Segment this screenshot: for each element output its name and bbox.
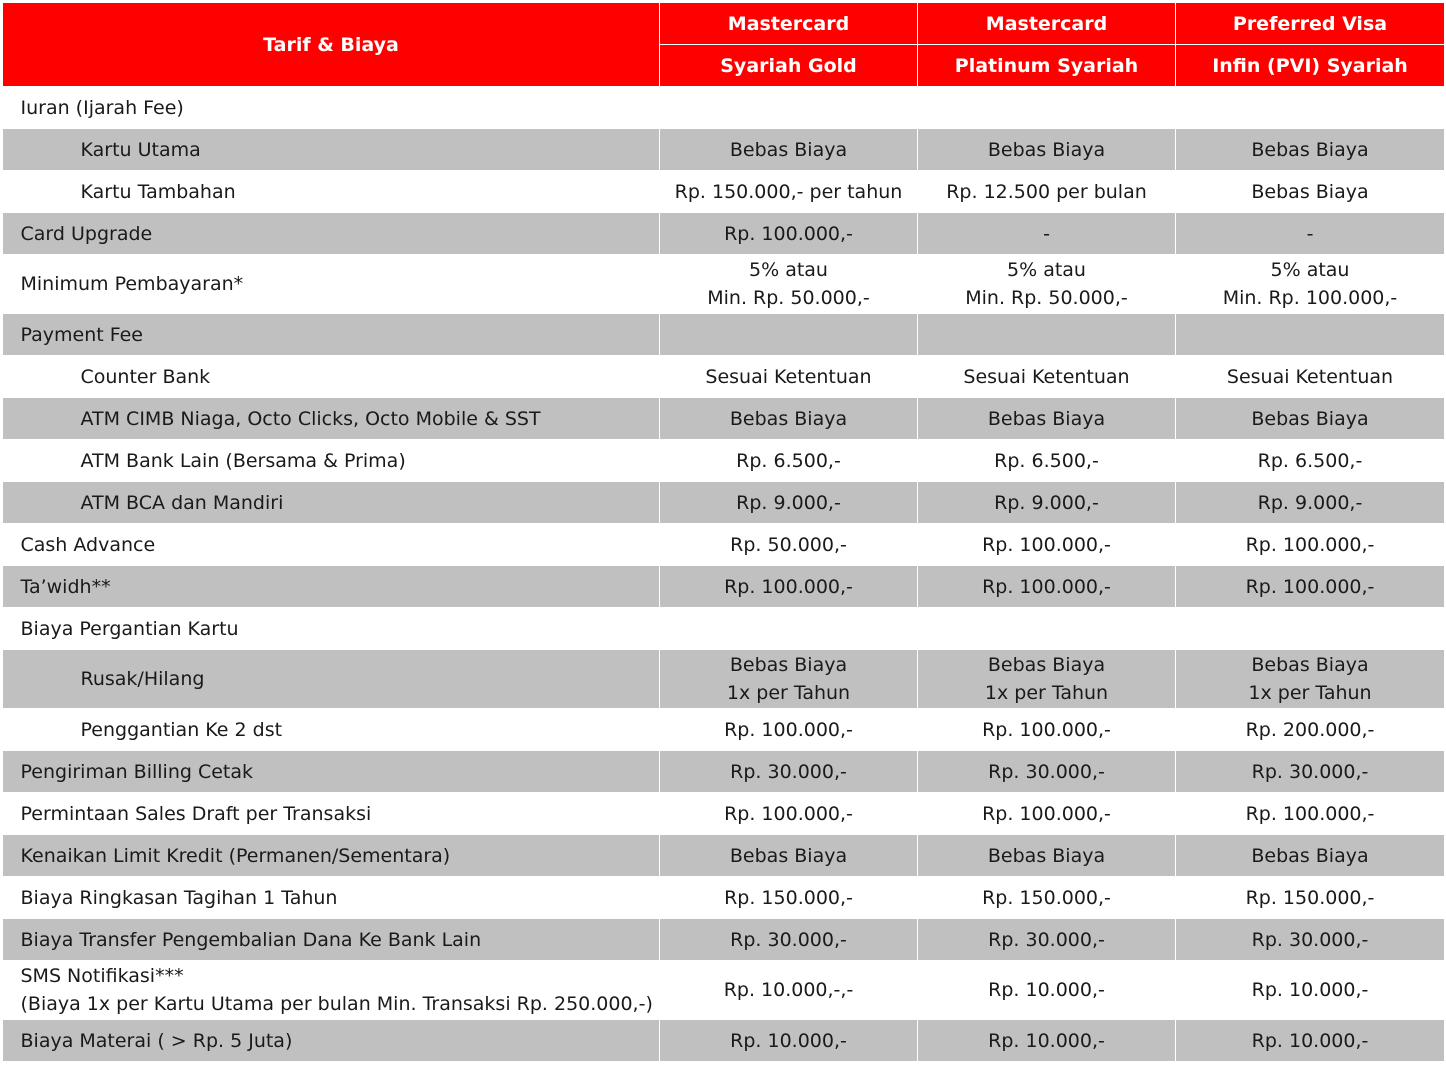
row-label-line: SMS Notifikasi***	[20, 965, 184, 987]
row-label: Ta’widh**	[3, 566, 660, 608]
fee-value-col-1: Rp. 100.000,-	[660, 709, 918, 751]
fee-value-col-2: Rp. 100.000,-	[918, 566, 1176, 608]
fee-value-col-1: Rp. 6.500,-	[660, 440, 918, 482]
fee-value-col-1: Rp. 150.000,- per tahun	[660, 171, 918, 213]
fee-value-col-1: Rp. 9.000,-	[660, 482, 918, 524]
fee-value-col-2	[918, 255, 1176, 314]
row-label: Kartu Utama	[3, 129, 660, 171]
fee-value-col-2	[918, 608, 1176, 650]
fee-value-col-1	[660, 255, 918, 314]
fee-value-col-2	[918, 314, 1176, 356]
row-label-line: (Biaya 1x per Kartu Utama per bulan Min. Transaksi Rp. 250.000,-)	[20, 993, 653, 1015]
row-label: Cash Advance	[3, 524, 660, 566]
fee-value-line: 5% atau	[749, 259, 828, 281]
fee-value-col-1: Rp. 150.000,-	[660, 877, 918, 919]
fee-value-col-3	[1176, 255, 1445, 314]
row-label: ATM CIMB Niaga, Octo Clicks, Octo Mobile & SST	[3, 398, 660, 440]
fee-value-line: 1x per Tahun	[726, 682, 851, 704]
fee-value-line: 1x per Tahun	[1248, 682, 1372, 704]
fee-value-col-3: Bebas Biaya	[1176, 129, 1445, 171]
row-label: Biaya Ringkasan Tagihan 1 Tahun	[3, 877, 660, 919]
row-label: Biaya Materai ( > Rp. 5 Juta)	[3, 1020, 660, 1062]
fee-value-col-1: Rp. 10.000,-	[660, 1020, 918, 1062]
fee-value-line: Min. Rp. 100.000,-	[1222, 287, 1398, 309]
fee-value-col-3	[1176, 314, 1445, 356]
fee-value-col-2	[918, 87, 1176, 129]
header-col-1-line1: Mastercard	[660, 3, 918, 45]
table-row	[3, 650, 1445, 709]
fee-value-col-3: Bebas Biaya	[1176, 398, 1445, 440]
fee-value-col-2: Rp. 30.000,-	[918, 919, 1176, 961]
fee-value-line: Min. Rp. 50.000,-	[707, 287, 870, 309]
header-col-3-line2: Infin (PVI) Syariah	[1176, 45, 1445, 87]
table-row	[3, 356, 1445, 398]
row-label: ATM Bank Lain (Bersama & Prima)	[3, 440, 660, 482]
fee-value-col-1	[660, 87, 918, 129]
header-label-column: Tarif & Biaya	[3, 3, 660, 87]
fee-value-col-3: -	[1176, 213, 1445, 255]
fee-value-col-1: Sesuai Ketentuan	[660, 356, 918, 398]
fee-value-col-3: Rp. 100.000,-	[1176, 566, 1445, 608]
fee-value-col-2: Rp. 10.000,-	[918, 961, 1176, 1020]
fee-value-col-3	[1176, 650, 1445, 709]
fee-value-line: Bebas Biaya	[987, 654, 1106, 676]
fee-value-col-2: Rp. 100.000,-	[918, 524, 1176, 566]
fee-value-col-3: Rp. 10.000,-	[1176, 961, 1445, 1020]
row-label: Payment Fee	[3, 314, 660, 356]
fee-value-col-2: Rp. 6.500,-	[918, 440, 1176, 482]
table-row	[3, 129, 1445, 171]
fee-value-col-1: Rp. 30.000,-	[660, 919, 918, 961]
fee-value-line: 5% atau	[1270, 259, 1350, 281]
row-label	[3, 961, 660, 1020]
fee-table	[2, 2, 1445, 1062]
row-label: Kenaikan Limit Kredit (Permanen/Sementara)	[3, 835, 660, 877]
fee-value-col-3	[1176, 87, 1445, 129]
table-row	[3, 398, 1445, 440]
fee-value-col-3: Rp. 150.000,-	[1176, 877, 1445, 919]
header-col-1-line2: Syariah Gold	[660, 45, 918, 87]
fee-value-line: Min. Rp. 50.000,-	[965, 287, 1128, 309]
table-row	[3, 835, 1445, 877]
fee-value-col-1: Bebas Biaya	[660, 398, 918, 440]
table-row	[3, 709, 1445, 751]
table-row	[3, 255, 1445, 314]
fee-value-col-3: Rp. 100.000,-	[1176, 793, 1445, 835]
fee-value-col-3: Rp. 9.000,-	[1176, 482, 1445, 524]
fee-value-col-2: Bebas Biaya	[918, 835, 1176, 877]
header-col-2-line1: Mastercard	[918, 3, 1176, 45]
table-row	[3, 87, 1445, 129]
fee-value-col-3: Rp. 6.500,-	[1176, 440, 1445, 482]
table-row	[3, 482, 1445, 524]
table-row	[3, 440, 1445, 482]
row-label: Biaya Pergantian Kartu	[3, 608, 660, 650]
fee-value-col-2: Bebas Biaya	[918, 398, 1176, 440]
row-label: Counter Bank	[3, 356, 660, 398]
fee-table-header	[3, 3, 1445, 87]
table-row	[3, 608, 1445, 650]
table-row	[3, 314, 1445, 356]
row-label: Pengiriman Billing Cetak	[3, 751, 660, 793]
table-row	[3, 524, 1445, 566]
row-label: Penggantian Ke 2 dst	[3, 709, 660, 751]
fee-value-col-3: Bebas Biaya	[1176, 171, 1445, 213]
fee-value-col-2: Rp. 12.500 per bulan	[918, 171, 1176, 213]
fee-value-col-1: Rp. 100.000,-	[660, 566, 918, 608]
fee-value-col-2: Rp. 9.000,-	[918, 482, 1176, 524]
fee-value-col-2	[918, 650, 1176, 709]
row-label: ATM BCA dan Mandiri	[3, 482, 660, 524]
table-row	[3, 793, 1445, 835]
table-row	[3, 566, 1445, 608]
table-row	[3, 877, 1445, 919]
fee-value-col-3: Sesuai Ketentuan	[1176, 356, 1445, 398]
fee-value-col-1: Rp. 10.000,-,-	[660, 961, 918, 1020]
fee-value-col-2: Bebas Biaya	[918, 129, 1176, 171]
fee-value-col-2: -	[918, 213, 1176, 255]
fee-value-col-3	[1176, 608, 1445, 650]
fee-value-col-2: Rp. 100.000,-	[918, 793, 1176, 835]
table-row	[3, 171, 1445, 213]
fee-value-col-2: Sesuai Ketentuan	[918, 356, 1176, 398]
fee-value-col-1: Bebas Biaya	[660, 129, 918, 171]
fee-value-col-1	[660, 608, 918, 650]
fee-value-col-1: Rp. 30.000,-	[660, 751, 918, 793]
table-row	[3, 919, 1445, 961]
fee-value-col-1: Rp. 100.000,-	[660, 213, 918, 255]
fee-value-col-3: Rp. 100.000,-	[1176, 524, 1445, 566]
fee-value-line: 5% atau	[1007, 259, 1086, 281]
header-col-3-line1: Preferred Visa	[1176, 3, 1445, 45]
table-row	[3, 1020, 1445, 1062]
row-label: Biaya Transfer Pengembalian Dana Ke Bank Lain	[3, 919, 660, 961]
row-label: Rusak/Hilang	[3, 650, 660, 709]
fee-value-line: 1x per Tahun	[984, 682, 1109, 704]
fee-value-col-1: Rp. 50.000,-	[660, 524, 918, 566]
fee-value-col-3: Rp. 200.000,-	[1176, 709, 1445, 751]
fee-value-line: Bebas Biaya	[1251, 654, 1369, 676]
fee-value-col-2: Rp. 150.000,-	[918, 877, 1176, 919]
fee-value-col-1: Bebas Biaya	[660, 835, 918, 877]
fee-value-col-1	[660, 650, 918, 709]
fee-value-col-3: Bebas Biaya	[1176, 835, 1445, 877]
row-label: Minimum Pembayaran*	[3, 255, 660, 314]
fee-value-col-3: Rp. 30.000,-	[1176, 919, 1445, 961]
table-row	[3, 213, 1445, 255]
fee-value-col-1	[660, 314, 918, 356]
fee-value-col-1: Rp. 100.000,-	[660, 793, 918, 835]
table-row	[3, 751, 1445, 793]
fee-value-col-2: Rp. 10.000,-	[918, 1020, 1176, 1062]
fee-value-line: Bebas Biaya	[729, 654, 848, 676]
row-label: Iuran (Ijarah Fee)	[3, 87, 660, 129]
fee-value-col-2: Rp. 30.000,-	[918, 751, 1176, 793]
row-label: Permintaan Sales Draft per Transaksi	[3, 793, 660, 835]
fee-value-col-3: Rp. 30.000,-	[1176, 751, 1445, 793]
row-label: Card Upgrade	[3, 213, 660, 255]
fee-table-body	[3, 87, 1445, 1062]
fee-value-col-3: Rp. 10.000,-	[1176, 1020, 1445, 1062]
fee-value-col-2: Rp. 100.000,-	[918, 709, 1176, 751]
header-col-2-line2: Platinum Syariah	[918, 45, 1176, 87]
row-label: Kartu Tambahan	[3, 171, 660, 213]
table-row	[3, 961, 1445, 1020]
